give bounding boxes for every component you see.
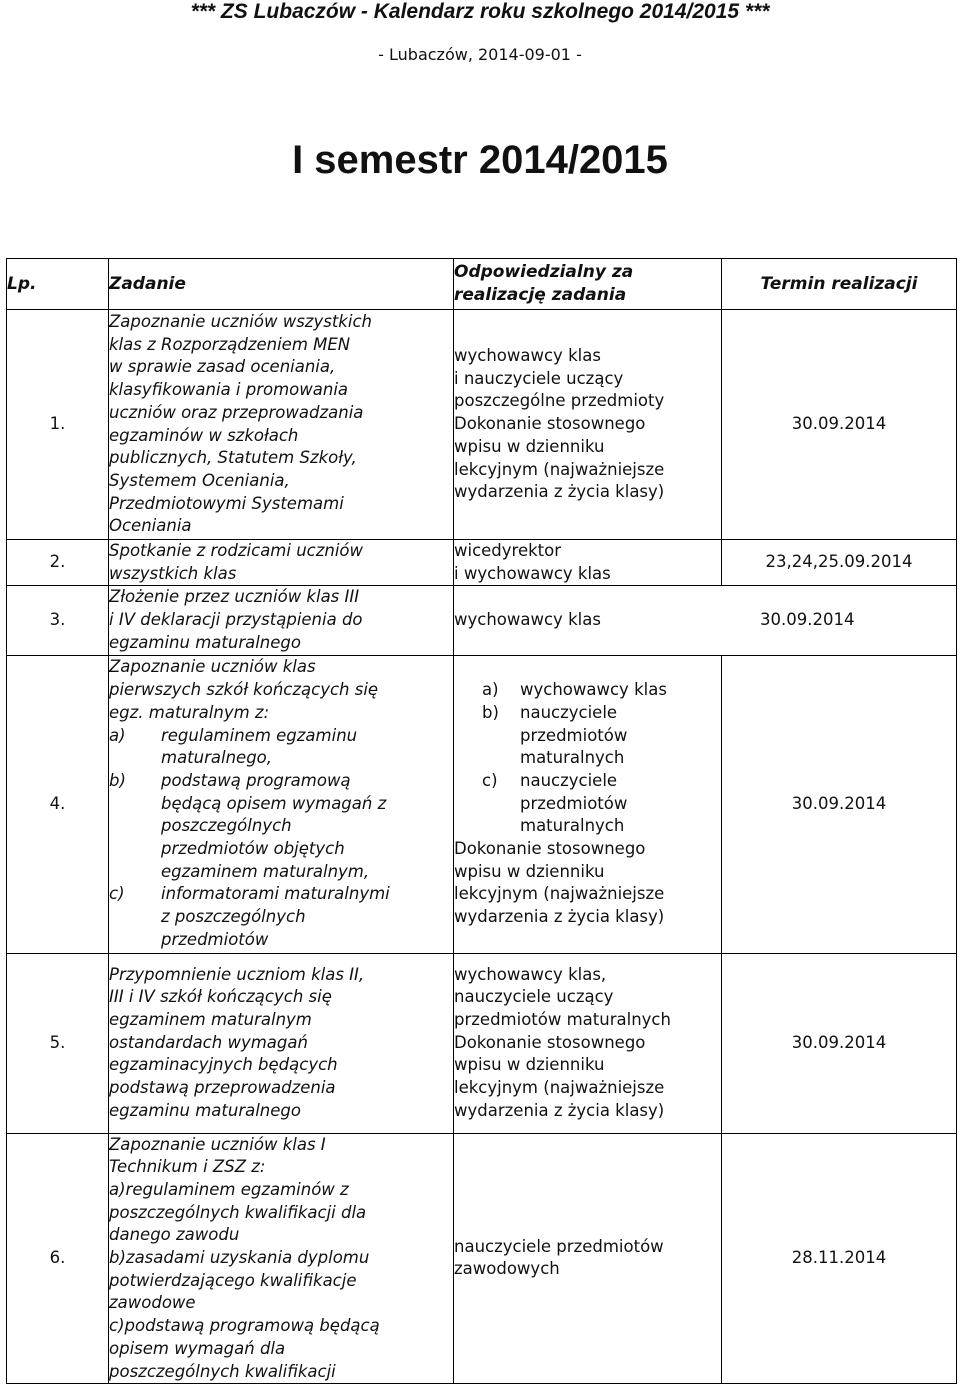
term-cell: 30.09.2014 bbox=[722, 655, 957, 953]
text-line: wszystkich klas bbox=[109, 563, 237, 583]
text-line: potwierdzającego kwalifikacje bbox=[109, 1270, 357, 1290]
text-line: przedmiotów maturalnych bbox=[454, 1009, 671, 1029]
task-cell bbox=[109, 655, 454, 953]
responsible-list bbox=[454, 679, 721, 838]
text-line: nauczyciele przedmiotów bbox=[454, 1236, 664, 1256]
responsible-text: wychowawcy klas bbox=[454, 610, 601, 630]
responsible-cell bbox=[454, 953, 722, 1133]
responsible-term-line bbox=[454, 609, 956, 632]
text-line: wpisu w dzienniku bbox=[454, 861, 605, 881]
text-line: egzaminem maturalnym, bbox=[161, 861, 370, 881]
text-line: opisem wymagań dla bbox=[109, 1338, 286, 1358]
text-line: egzaminu maturalnego bbox=[109, 632, 301, 652]
responsible-cell bbox=[454, 540, 722, 586]
list-text bbox=[520, 770, 721, 838]
text-line: Spotkanie z rodzicami uczniów bbox=[109, 541, 364, 560]
list-text bbox=[520, 679, 721, 702]
text-line: Zapoznanie uczniów klas I bbox=[109, 1134, 326, 1154]
table-header-row bbox=[7, 259, 957, 310]
text-line: Oceniania bbox=[109, 516, 192, 536]
text-line: nauczyciele bbox=[520, 770, 618, 790]
row-number: 5. bbox=[7, 953, 109, 1133]
list-marker: b) bbox=[109, 770, 126, 790]
text-line: zawodowe bbox=[109, 1293, 196, 1313]
text-line: lekcyjnym (najważniejsze bbox=[454, 1078, 665, 1098]
task-list-item bbox=[109, 725, 453, 770]
task-cell bbox=[109, 1133, 454, 1384]
column-header-task: Zadanie bbox=[109, 259, 454, 310]
table-row bbox=[7, 1133, 957, 1384]
text-line: Dokonanie stosownego bbox=[454, 839, 646, 859]
list-marker: c) bbox=[109, 884, 125, 904]
column-header-responsible-line: realizację zadania bbox=[454, 285, 627, 305]
text-line: wychowawcy klas bbox=[520, 680, 667, 700]
text-line: wydarzenia z życia klasy) bbox=[454, 482, 665, 502]
responsible-cell bbox=[454, 586, 957, 655]
text-line: Przedmiotowymi Systemami bbox=[109, 493, 344, 513]
text-line: nauczyciele uczący bbox=[454, 987, 614, 1007]
text-line: nauczyciele bbox=[520, 702, 618, 722]
text-line: III i IV szkół kończących się bbox=[109, 987, 332, 1007]
text-line: egzaminu maturalnego bbox=[109, 1100, 301, 1120]
text-line: pierwszych szkół kończących się bbox=[109, 680, 379, 700]
text-line: zawodowych bbox=[454, 1259, 560, 1279]
task-list-item bbox=[109, 770, 453, 884]
text-line: informatorami maturalnymi bbox=[161, 884, 390, 904]
semester-heading: I semestr 2014/2015 bbox=[292, 138, 668, 182]
text-line: wpisu w dzienniku bbox=[454, 436, 605, 456]
text-line: uczniów oraz przeprowadzania bbox=[109, 402, 364, 422]
term-date: 30.09.2014 bbox=[760, 610, 855, 630]
text-line: Zapoznanie uczniów wszystkich bbox=[109, 311, 372, 331]
column-header-term: Termin realizacji bbox=[722, 259, 957, 310]
list-marker: a) bbox=[109, 725, 126, 745]
table-row bbox=[7, 953, 957, 1133]
list-marker: b) bbox=[482, 702, 499, 722]
row-number: 6. bbox=[7, 1133, 109, 1384]
row-number: 2. bbox=[7, 540, 109, 586]
text-line: egz. maturalnym z: bbox=[109, 702, 270, 722]
text-line: Technikum i ZSZ z: bbox=[109, 1157, 266, 1177]
text-line: egzaminem maturalnym bbox=[109, 1009, 312, 1029]
text-line: poszczególnych kwalifikacji bbox=[109, 1361, 336, 1381]
list-text bbox=[161, 883, 453, 951]
task-cell bbox=[109, 540, 454, 586]
responsible-list-item bbox=[454, 679, 721, 702]
task-cell bbox=[109, 586, 454, 655]
text-line: przedmiotów bbox=[520, 793, 628, 813]
text-line: wicedyrektor bbox=[454, 541, 562, 560]
text-line: ostandardach wymagań bbox=[109, 1032, 308, 1052]
text-line: klas z Rozporządzeniem MEN bbox=[109, 334, 351, 354]
row-number: 4. bbox=[7, 655, 109, 953]
text-line: wydarzenia z życia klasy) bbox=[454, 1100, 665, 1120]
text-line: poszczególne przedmioty bbox=[454, 391, 665, 411]
text-line: maturalnego, bbox=[161, 748, 273, 768]
text-line: lekcyjnym (najważniejsze bbox=[454, 459, 665, 479]
column-header-lp: Lp. bbox=[7, 259, 109, 310]
table-row bbox=[7, 540, 957, 586]
text-line: egzaminacyjnych będących bbox=[109, 1055, 338, 1075]
term-cell: 30.09.2014 bbox=[722, 953, 957, 1133]
text-line: z poszczególnych bbox=[161, 907, 306, 927]
text-line: wydarzenia z życia klasy) bbox=[454, 907, 665, 927]
text-line: Dokonanie stosownego bbox=[454, 1032, 646, 1052]
table-row bbox=[7, 310, 957, 540]
list-marker: a) bbox=[482, 680, 499, 700]
text-line: przedmiotów bbox=[520, 725, 628, 745]
responsible-cell bbox=[454, 655, 722, 953]
text-line: przedmiotów objętych bbox=[161, 839, 345, 859]
text-line: poszczególnych bbox=[161, 816, 292, 836]
term-cell: 30.09.2014 bbox=[722, 310, 957, 540]
document-subtitle: - Lubaczów, 2014-09-01 - bbox=[378, 45, 582, 64]
text-line: poszczególnych kwalifikacji dla bbox=[109, 1202, 367, 1222]
table-row bbox=[7, 586, 957, 655]
document-title: *** ZS Lubaczów - Kalendarz roku szkolnego 2014/2015 *** bbox=[190, 0, 770, 23]
task-list-item bbox=[109, 883, 453, 951]
text-line: w sprawie zasad oceniania, bbox=[109, 357, 336, 377]
text-line: c)podstawą programową będącą bbox=[109, 1316, 380, 1336]
text-line: lekcyjnym (najważniejsze bbox=[454, 884, 665, 904]
text-line: maturalnych bbox=[520, 816, 625, 836]
responsible-list-item bbox=[454, 770, 721, 838]
text-line: wychowawcy klas bbox=[454, 346, 601, 366]
text-line: podstawą programową bbox=[161, 770, 351, 790]
text-line: egzaminów w szkołach bbox=[109, 425, 299, 445]
row-number: 1. bbox=[7, 310, 109, 540]
column-header-responsible bbox=[454, 259, 722, 310]
table-row bbox=[7, 655, 957, 953]
responsible-cell bbox=[454, 310, 722, 540]
calendar-table bbox=[6, 258, 957, 1384]
text-line: a)regulaminem egzaminów z bbox=[109, 1179, 349, 1199]
list-marker: c) bbox=[482, 770, 498, 790]
list-text bbox=[520, 702, 721, 770]
text-line: Systemem Oceniania, bbox=[109, 470, 290, 490]
term-cell: 28.11.2014 bbox=[722, 1133, 957, 1384]
column-header-responsible-line: Odpowiedzialny za bbox=[454, 262, 634, 283]
text-line: wychowawcy klas, bbox=[454, 964, 607, 984]
text-line: będącą opisem wymagań z bbox=[161, 793, 387, 813]
text-line: b)zasadami uzyskania dyplomu bbox=[109, 1248, 370, 1268]
text-line: wpisu w dzienniku bbox=[454, 1055, 605, 1075]
text-line: i nauczyciele uczący bbox=[454, 368, 624, 388]
text-line: i wychowawcy klas bbox=[454, 563, 611, 583]
text-line: podstawą przeprowadzenia bbox=[109, 1078, 336, 1098]
text-line: i IV deklaracji przystąpienia do bbox=[109, 610, 363, 630]
row-number: 3. bbox=[7, 586, 109, 655]
text-line: Dokonanie stosownego bbox=[454, 414, 646, 434]
responsible-list-item bbox=[454, 702, 721, 770]
text-line: Przypomnienie uczniom klas II, bbox=[109, 964, 365, 984]
text-line: maturalnych bbox=[520, 748, 625, 768]
text-line: Złożenie przez uczniów klas III bbox=[109, 587, 360, 607]
task-cell bbox=[109, 953, 454, 1133]
text-line: regulaminem egzaminu bbox=[161, 725, 358, 745]
responsible-cell bbox=[454, 1133, 722, 1384]
text-line: Zapoznanie uczniów klas bbox=[109, 657, 316, 677]
list-text bbox=[161, 725, 453, 770]
term-cell: 23,24,25.09.2014 bbox=[722, 540, 957, 586]
text-line: klasyfikowania i promowania bbox=[109, 380, 349, 400]
text-line: danego zawodu bbox=[109, 1225, 240, 1245]
task-cell bbox=[109, 310, 454, 540]
list-text bbox=[161, 770, 453, 884]
text-line: przedmiotów bbox=[161, 929, 269, 949]
text-line: publicznych, Statutem Szkoły, bbox=[109, 448, 357, 468]
